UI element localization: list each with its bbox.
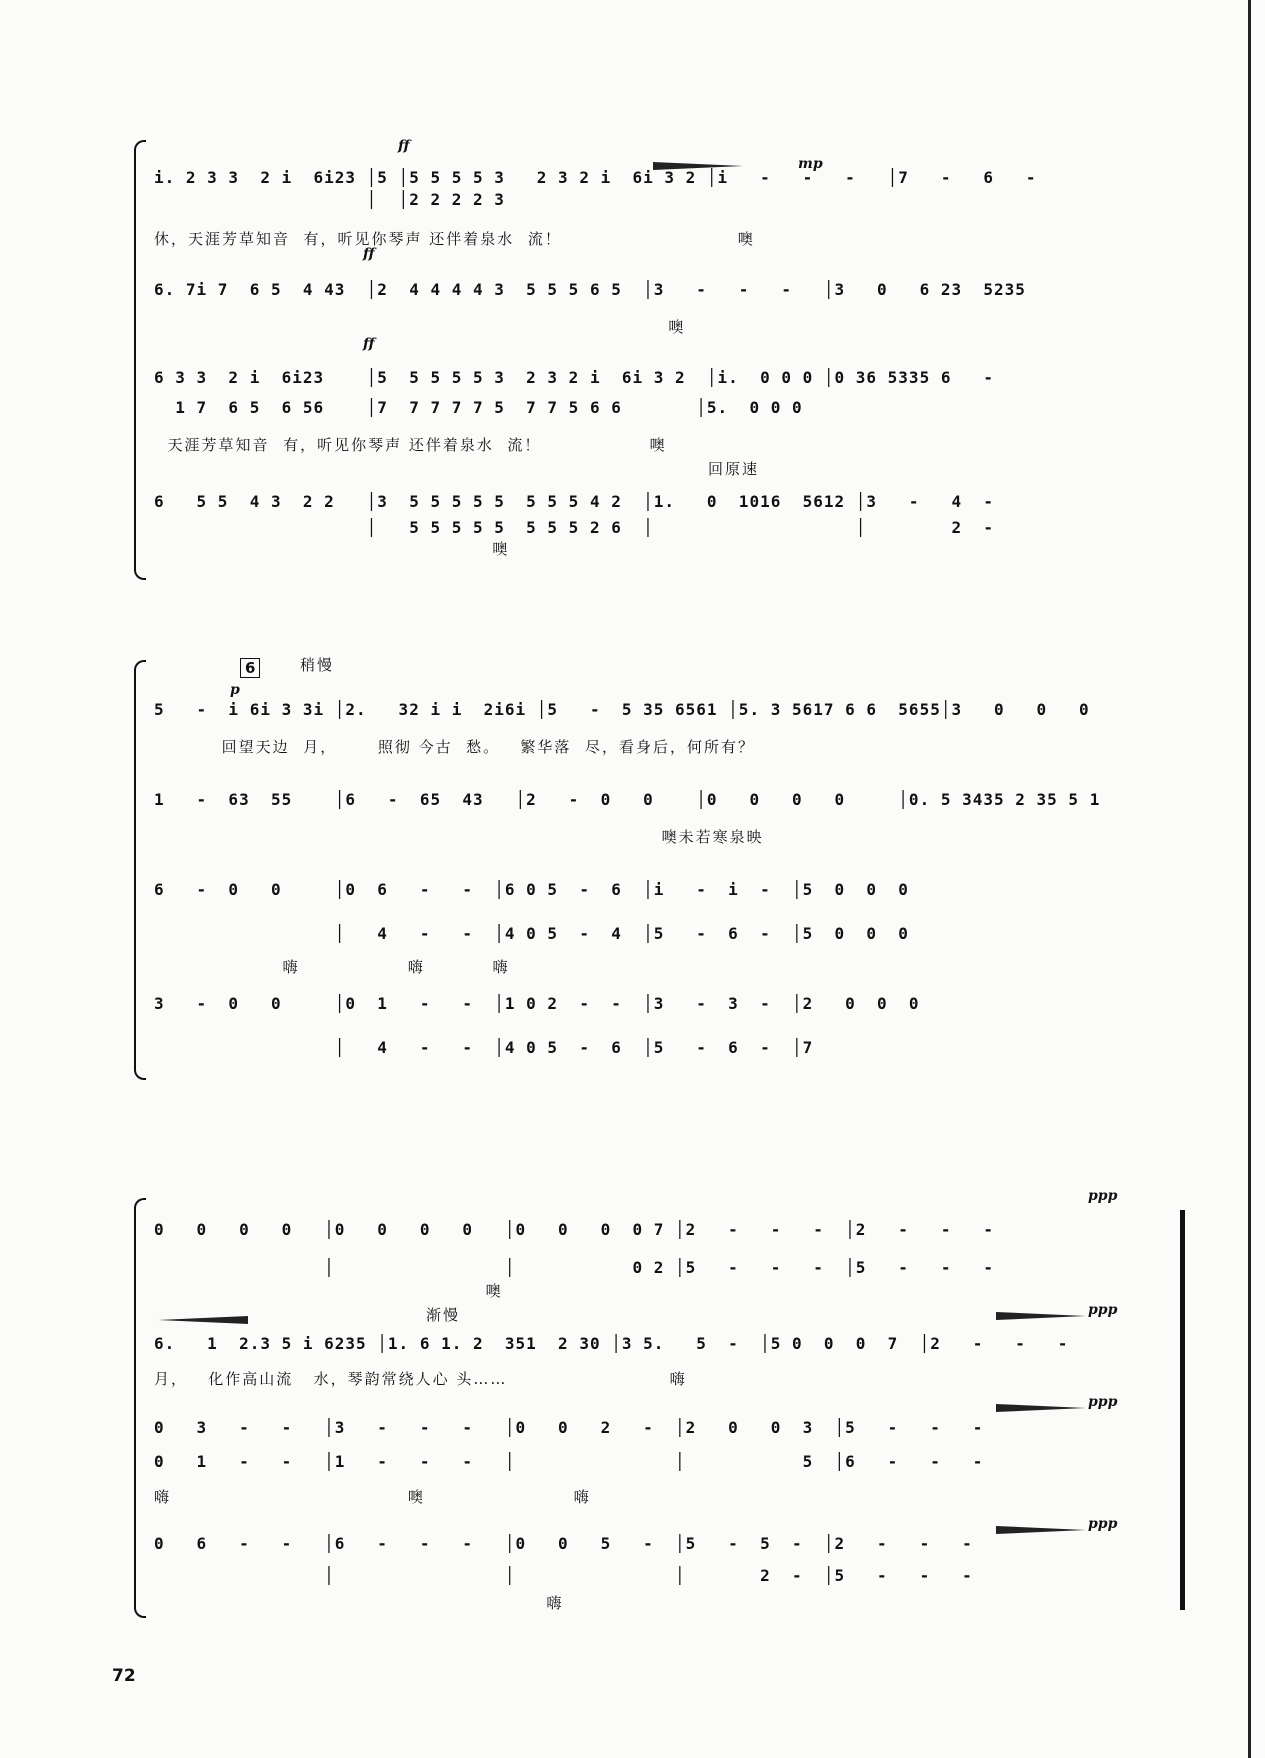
score-system-1 — [148, 140, 1185, 580]
dynamic-marking: p — [230, 682, 240, 698]
lyric-line: 休，天涯芳草知音 有，听见你琴声 还伴着泉水 流！ 噢 — [154, 230, 755, 248]
notation-line: 1 - 63 55 │6 - 65 43 │2 - 0 0 │0 0 0 0 │0. 5 3435 2 35 5 1 — [154, 790, 1101, 809]
staff-row — [148, 280, 1185, 304]
notation-line: │ │2 2 2 2 3 — [154, 190, 505, 209]
lyric-line: 天涯芳草知音 有，听见你琴声 还伴着泉水 流！ 噢 — [154, 436, 667, 454]
notation-line: 0 6 - - │6 - - - │0 0 5 - │5 - 5 - │2 - - - — [154, 1534, 973, 1553]
staff-row — [148, 1334, 1185, 1358]
staff-row — [148, 1566, 1185, 1590]
notation-line: 6. 1 2.3 5 i 6235 │1. 6 1. 2 351 2 30 │3 5. 5 - │5 0 0 0 7 │2 - - - — [154, 1334, 1069, 1353]
notation-line: i. 2 3 3 2 i 6i23 │5 │5 5 5 5 3 2 3 2 i 6i 3 2 │i - - - │7 - 6 - — [154, 168, 1037, 187]
notation-line: 6. 7i 7 6 5 4 43 │2 4 4 4 4 3 5 5 5 6 5 │3 - - - │3 0 6 23 5235 — [154, 280, 1026, 299]
staff-row — [148, 168, 1185, 192]
dynamic-marking: ff — [363, 336, 375, 352]
staff-row — [148, 492, 1185, 516]
notation-line: 6 3 3 2 i 6i23 │5 5 5 5 5 3 2 3 2 i 6i 3 2 │i. 0 0 0 │0 36 5335 6 - — [154, 368, 994, 387]
system-bracket — [134, 140, 146, 580]
crescendo-hairpin — [158, 1316, 248, 1324]
dynamic-marking: ff — [363, 246, 375, 262]
lyric-line: 嗨 噢 嗨 — [154, 1488, 591, 1506]
lyric-line: 月， 化作高山流 水，琴韵常绕人心 头…… 嗨 — [154, 1370, 687, 1388]
lyric-line: 回望天边 月， 照彻 今古 愁。 繁华落 尽，看身后，何所有？ — [154, 738, 755, 756]
lyric-line: 噢 — [154, 318, 686, 336]
lyric-line: 噢未若寒泉映 — [154, 828, 764, 846]
staff-row — [148, 1452, 1185, 1476]
rehearsal-mark: 6 — [240, 658, 260, 678]
notation-line: │ 4 - - │4 0 5 - 6 │5 - 6 - │7 — [154, 1038, 814, 1057]
dynamic-marking: mp — [798, 156, 823, 172]
score-system-2 — [148, 656, 1185, 1080]
notation-line: │ 4 - - │4 0 5 - 4 │5 - 6 - │5 0 0 0 — [154, 924, 909, 943]
notation-line: 6 - 0 0 │0 6 - - │6 0 5 - 6 │i - i - │5 0 0 0 — [154, 880, 909, 899]
staff-row — [148, 1220, 1185, 1244]
dynamic-marking: ppp — [1088, 1516, 1118, 1532]
dynamic-marking: ppp — [1088, 1302, 1118, 1318]
tempo-marking: 稍慢 — [300, 656, 335, 674]
dynamic-marking: ppp — [1088, 1188, 1118, 1204]
staff-row — [148, 1038, 1185, 1062]
diminuendo-hairpin — [996, 1404, 1086, 1412]
notation-line: 0 0 0 0 │0 0 0 0 │0 0 0 0 7 │2 - - - │2 - - - — [154, 1220, 994, 1239]
staff-row — [148, 790, 1185, 814]
notation-line: 5 - i 6i 3 3i │2. 32 i i 2i6i │5 - 5 35 6561 │5. 3 5617 6 6 5655│3 0 0 0 — [154, 700, 1090, 719]
notation-line: 3 - 0 0 │0 1 - - │1 0 2 - - │3 - 3 - │2 0 0 0 — [154, 994, 920, 1013]
lyric-line: 嗨 嗨 嗨 — [154, 958, 510, 976]
system-bracket — [134, 660, 146, 1080]
staff-row — [148, 1418, 1185, 1442]
staff-row — [148, 880, 1185, 904]
staff-row — [148, 1258, 1185, 1282]
dynamic-marking: ppp — [1088, 1394, 1118, 1410]
diminuendo-hairpin — [996, 1312, 1086, 1320]
system-bracket — [134, 1198, 146, 1618]
page-number: 72 — [112, 1666, 136, 1686]
score-system-3 — [148, 1188, 1185, 1618]
lyric-line: 嗨 — [154, 1594, 564, 1612]
page-edge-rule — [1248, 0, 1251, 1758]
notation-line: │ │ │ 2 - │5 - - - — [154, 1566, 973, 1585]
tempo-marking: 回原速 — [708, 460, 760, 478]
staff-row — [148, 368, 1185, 392]
staff-row — [148, 190, 1185, 214]
notation-line: 6 5 5 4 3 2 2 │3 5 5 5 5 5 5 5 5 4 2 │1. 0 1016 5612 │3 - 4 - — [154, 492, 994, 511]
notation-line: 0 1 - - │1 - - - │ │ 5 │6 - - - — [154, 1452, 984, 1471]
dynamic-marking: ff — [398, 138, 410, 154]
diminuendo-hairpin — [996, 1526, 1086, 1534]
notation-line: │ │ 0 2 │5 - - - │5 - - - — [154, 1258, 994, 1277]
lyric-line: 噢 — [154, 1282, 503, 1300]
staff-row — [148, 924, 1185, 948]
lyric-line: 噢 — [154, 540, 510, 558]
notation-line: 0 3 - - │3 - - - │0 0 2 - │2 0 0 3 │5 - - - — [154, 1418, 984, 1437]
staff-row — [148, 1534, 1185, 1558]
staff-row — [148, 398, 1185, 422]
staff-row — [148, 700, 1185, 724]
final-barline — [1180, 1210, 1185, 1610]
notation-line: 1 7 6 5 6 56 │7 7 7 7 7 5 7 7 5 6 6 │5. 0 0 0 — [154, 398, 803, 417]
staff-row — [148, 994, 1185, 1018]
notation-line: │ 5 5 5 5 5 5 5 5 2 6 │ │ 2 - — [154, 518, 994, 537]
tempo-marking: 渐慢 — [426, 1306, 461, 1324]
